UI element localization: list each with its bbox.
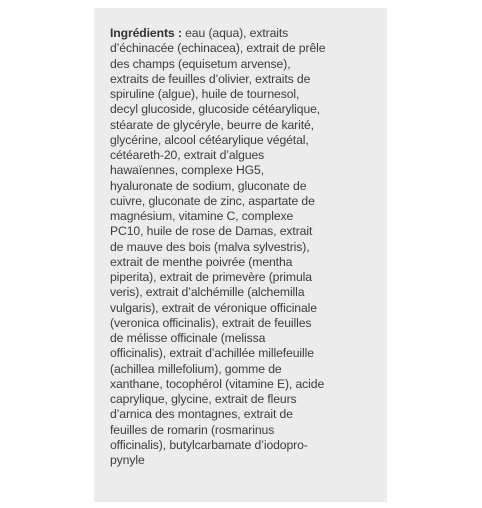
ingredients-line-7: stéarate de glycéryle, beurre de karité,	[110, 117, 314, 132]
ingredients-line-29: pynyle	[110, 453, 145, 467]
ingredients-line-16: extrait de menthe poivrée (mentha	[110, 254, 293, 269]
ingredients-line-21: de mélisse officinale (melissa	[110, 331, 266, 345]
ingredients-line-20: (veronica officinalis), extrait de feuilles	[110, 315, 312, 330]
ingredients-line-25: caprylique, glycine, extrait de fleurs	[110, 392, 297, 406]
ingredients-line-4: extraits de feuilles d’olivier, extraits de	[110, 71, 311, 86]
ingredients-line-12: cuivre, gluconate de zinc, aspartate de	[110, 193, 315, 208]
ingredients-line-1	[110, 26, 382, 41]
ingredients-line-8: glycérine, alcool cétéarylique végétal,	[110, 132, 309, 147]
ingredients-line-2: d’échinacée (echinacea), extrait de prêle	[110, 41, 326, 56]
ingredients-line-11: hyaluronate de sodium, gluconate de	[110, 178, 307, 193]
ingredients-line-14: PC10, huile de rose de Damas, extrait	[110, 224, 313, 239]
ingredients-line-10: hawaïennes, complexe HG5,	[110, 163, 264, 178]
ingredients-line-3: des champs (equisetum arvense),	[110, 56, 291, 71]
ingredients-line-27: feuilles de romarin (rosmarinus	[110, 422, 275, 437]
ingredients-line-22: officinalis), extrait d’achillée millefeuille	[110, 346, 314, 361]
ingredients-heading: Ingrédients :	[110, 26, 182, 40]
ingredients-line-23: (achillea millefolium), gomme de	[110, 361, 282, 376]
ingredients-line-17: piperita), extrait de primevère (primula	[110, 270, 312, 284]
ingredients-line-26: d’arnica des montagnes, extrait de	[110, 407, 293, 422]
ingredients-line-6: decyl glucoside, glucoside cétéarylique,	[110, 102, 321, 117]
ingredients-text	[110, 26, 382, 468]
ingredients-line-13: magnésium, vitamine C, complexe	[110, 209, 294, 223]
ingredients-line-18: veris), extrait d’alchémille (alchemilla	[110, 285, 305, 300]
ingredients-line-15: de mauve des bois (malva sylvestris),	[110, 239, 310, 254]
ingredients-line-9: cétéareth-20, extrait d’algues	[110, 148, 265, 162]
ingredients-line-1-text: eau (aqua), extraits	[181, 26, 289, 40]
ingredients-line-24: xanthane, tocophérol (vitamine E), acide	[110, 376, 325, 391]
ingredients-line-5: spiruline (algue), huile de tournesol,	[110, 87, 300, 101]
ingredients-line-19: vulgaris), extrait de véronique officinale	[110, 300, 317, 315]
ingredients-label-panel	[94, 8, 387, 502]
ingredients-line-28: officinalis), butylcarbamate d’iodopro-	[110, 437, 308, 452]
